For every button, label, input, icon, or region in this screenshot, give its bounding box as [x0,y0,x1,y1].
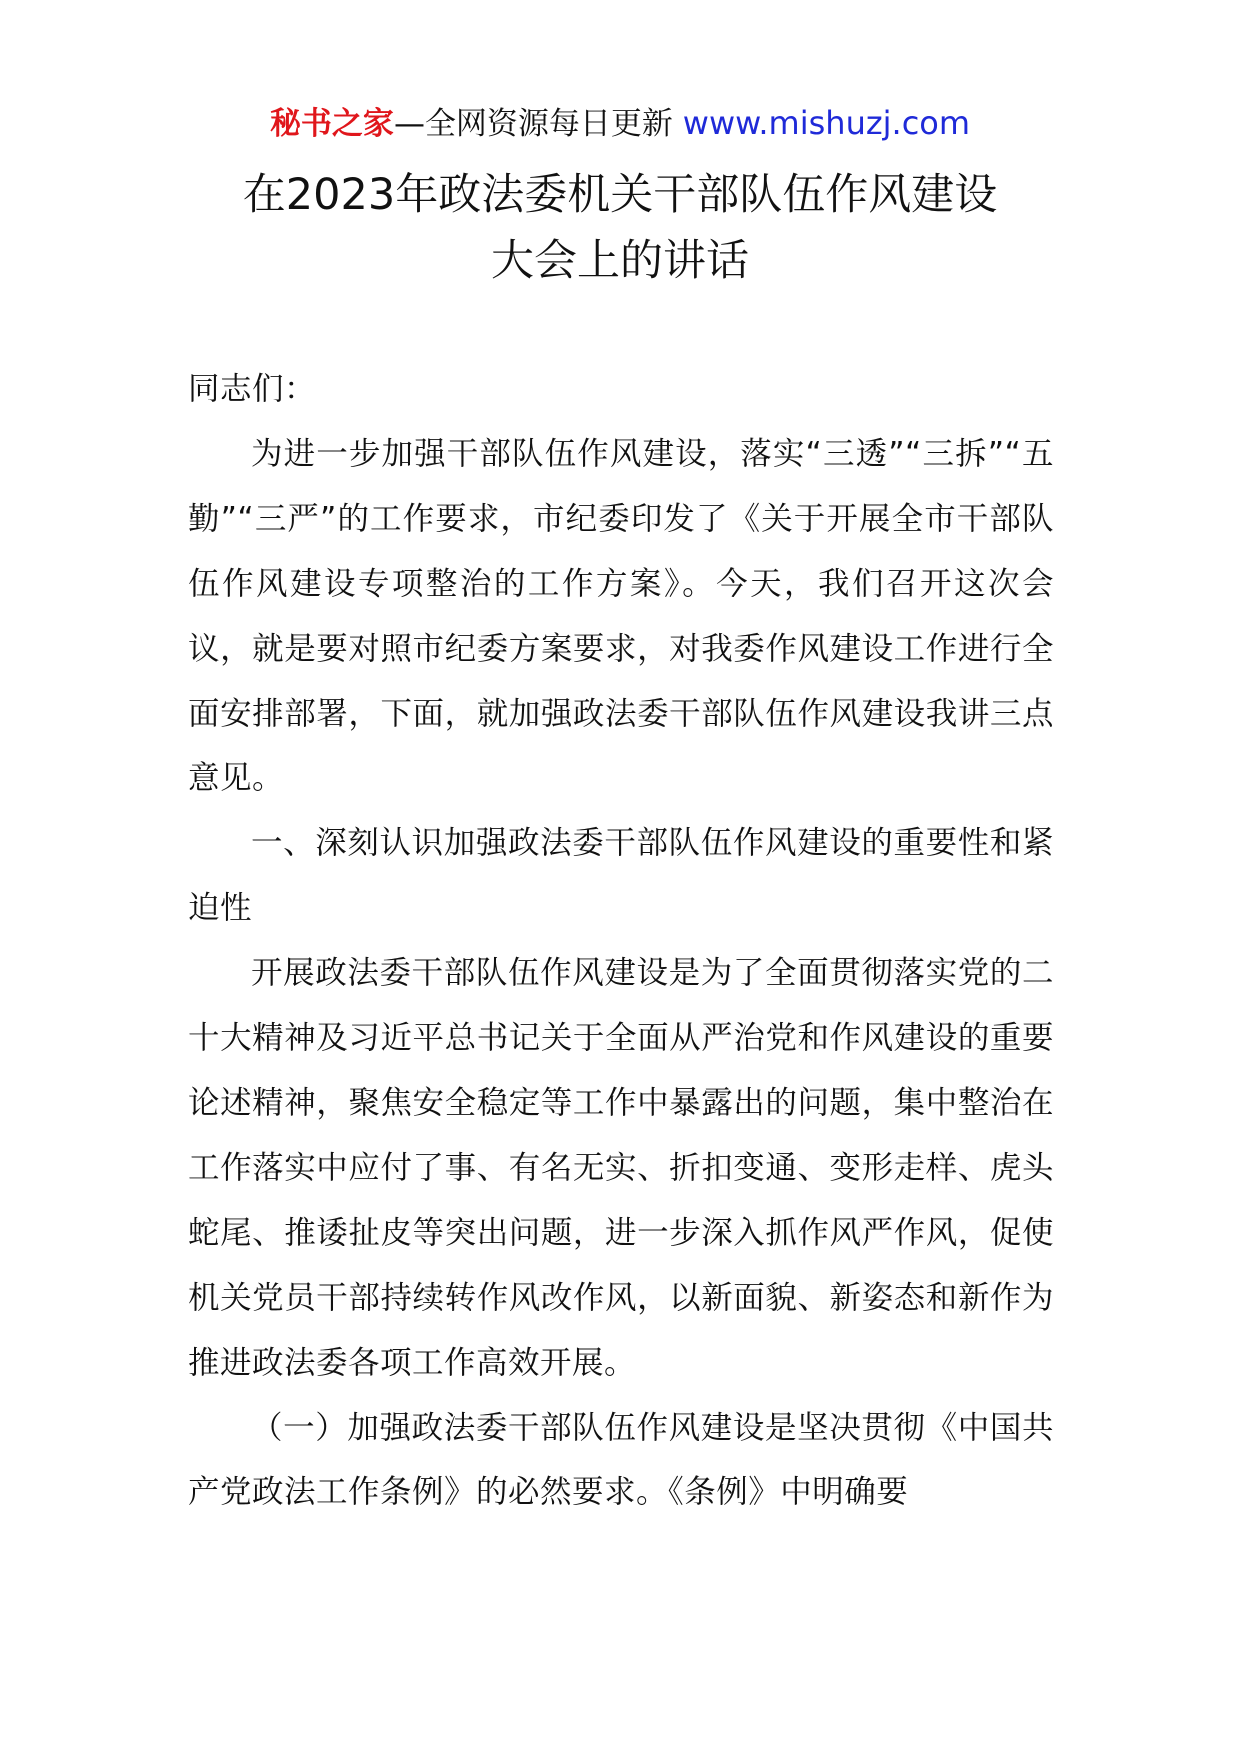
site-banner [0,100,1240,147]
document-body [188,357,1054,1525]
title-line-1: 在2023年政法委机关干部队伍作风建设 [242,170,998,220]
salutation: 同志们： [188,371,317,407]
banner-tagline: —全网资源每日更新 [393,106,683,142]
body-paragraph: 开展政法委干部队伍作风建设是为了全面贯彻落实党的二十大精神及习近平总书记关于全面从严治党和作风建设的重要论述精神，聚焦安全稳定等工作中暴露出的问题，集中整治在工作落实中应付了事、有名无实、折扣变通、变形走样、虎头蛇尾、推诿扯皮等突出问题，进一步深入抓作风严作风，促使机关党员干部持续转作风改作风，以新面貌、新姿态和新作为推进政法委各项工作高效开展。 [188,955,1054,1381]
body-paragraph: 为进一步加强干部队伍作风建设，落实“三透”“三拆”“五勤”“三严”的工作要求，市纪委印发了《关于开展全市干部队伍作风建设专项整治的工作方案》。今天，我们召开这次会议，就是要对照市纪委方案要求，对我委作风建设工作进行全面安排部署，下面，就加强政法委干部队伍作风建设我讲三点意见。 [188,435,1054,797]
document-title [0,162,1240,294]
title-line-2: 大会上的讲话 [491,236,749,286]
site-url-link[interactable]: www.mishuzj.com [682,104,971,142]
brand-name: 秘书之家 [269,106,394,142]
subsection-paragraph: （一）加强政法委干部队伍作风建设是坚决贯彻《中国共产党政法工作条例》的必然要求。《条例》中明确要 [188,1409,1054,1511]
section-heading: 一、深刻认识加强政法委干部队伍作风建设的重要性和紧迫性 [188,825,1054,927]
